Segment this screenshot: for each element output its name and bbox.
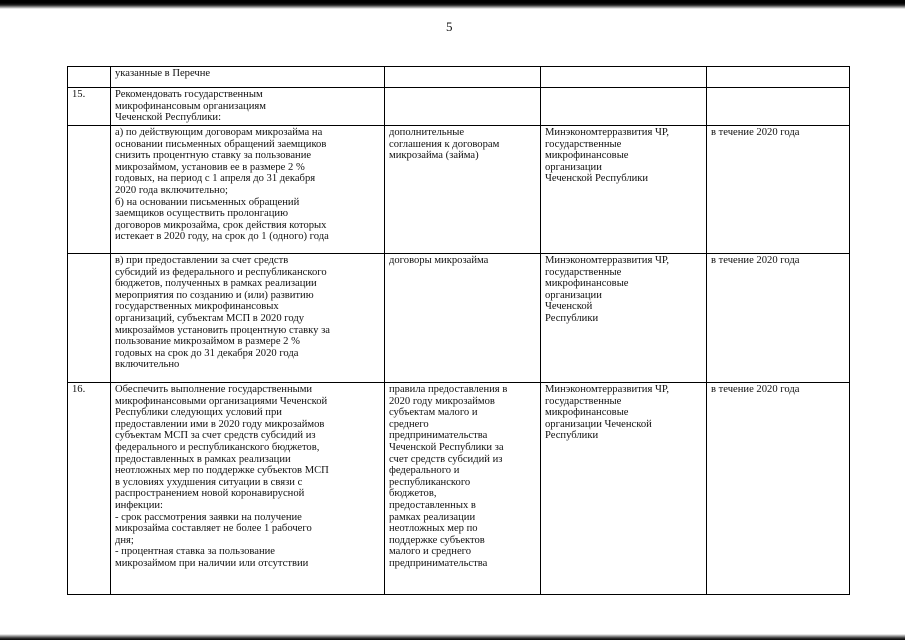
- measure-cell: [111, 126, 385, 254]
- measure-cell: [111, 254, 385, 383]
- measure-cell: [111, 67, 385, 88]
- row-number-cell: 15.: [68, 88, 111, 126]
- table-row: [68, 88, 850, 126]
- scan-top-edge: [0, 0, 905, 9]
- executor-text: Минэкономтерразвития ЧР, государственные микрофинансовые организации Чеченской Республики: [545, 384, 670, 442]
- table-row: [68, 383, 850, 595]
- document-cell: [385, 383, 541, 595]
- scan-bottom-edge: [0, 634, 905, 640]
- term-cell: [707, 254, 850, 383]
- executor-cell: [541, 88, 707, 126]
- executor-text: Минэкономтерразвития ЧР, государственные микрофинансовые организации Чеченской Республики: [545, 255, 670, 324]
- row-number-cell: [68, 67, 111, 88]
- row-number-cell: 16.: [68, 383, 111, 595]
- measure-cell: [111, 88, 385, 126]
- executor-cell: [541, 67, 707, 88]
- executor-cell: [541, 126, 707, 254]
- measure-text: в) при предоставлении за счет средств субсидий из федерального и республиканского бюджетов, полученных в рамках реализации мероприятия по созданию и (или) развитию государственных микрофинансовых организаций, субъектам МСП в 2020 году микрозаймов установить процентную ставку за пользование микрозаймом в размере 2 % годовых на срок до 31 декабря 2020 года включительно: [115, 255, 330, 371]
- row-number-cell: [68, 254, 111, 383]
- measure-text: а) по действующим договорам микрозайма на основании письменных обращений заемщиков снизить процентную ставку за пользование микрозаймом, установив ее в размере 2 % годовых, на период с 1 апреля до 31 декабря 2020 года включительно; б) на основании письменных обращений заемщиков осуществить пролонгацию договоров микрозайма, срок действия которых истекает в 2020 году, на срок до 1 (одного) года: [115, 127, 329, 243]
- measures-table: [67, 66, 850, 595]
- term-cell: [707, 88, 850, 126]
- measure-text: указанные в Перечне: [115, 68, 211, 79]
- document-cell: [385, 88, 541, 126]
- term-cell: [707, 126, 850, 254]
- term-text: в течение 2020 года: [711, 127, 800, 138]
- document-text: правила предоставления в 2020 году микрозаймов субъектам малого и среднего предпринимательства Чеченской Республики за счет средств субсидий из федерального и республиканского бюджетов, предоставленных в рамках реализации неотложных мер по поддержке субъектов малого и среднего предпринимательства: [389, 384, 508, 569]
- row-number-cell: [68, 126, 111, 254]
- document-cell: [385, 254, 541, 383]
- table-row: [68, 254, 850, 383]
- page-number: 5: [446, 19, 453, 34]
- measure-cell: [111, 383, 385, 595]
- term-text: в течение 2020 года: [711, 255, 800, 266]
- executor-cell: [541, 254, 707, 383]
- term-cell: [707, 383, 850, 595]
- table-row: [68, 67, 850, 88]
- measure-text: Рекомендовать государственным микрофинансовым организациям Чеченской Республики:: [115, 89, 266, 124]
- document-cell: [385, 126, 541, 254]
- table-row: [68, 126, 850, 254]
- measure-text: Обеспечить выполнение государственными микрофинансовыми организациями Чеченской Республики следующих условий при предоставлении ими в 2020 году микрозаймов субъектам МСП за счет средств субсидий из федерального и республиканского бюджетов, предоставленных в рамках реализации неотложных мер по поддержке субъектов МСП в условиях ухудшения ситуации в связи с распространением новой коронавирусной инфекции: - срок рассмотрения заявки на получение микрозайма составляет не более 1 рабочего дня; - процентная ставка за пользование микрозаймом при наличии или отсутствии: [115, 384, 329, 569]
- term-text: в течение 2020 года: [711, 384, 800, 395]
- document-text: дополнительные соглашения к договорам микрозайма (займа): [389, 127, 500, 162]
- document-text: договоры микрозайма: [389, 255, 489, 266]
- executor-text: Минэкономтерразвития ЧР, государственные микрофинансовые организации Чеченской Республики: [545, 127, 670, 185]
- executor-cell: [541, 383, 707, 595]
- term-cell: [707, 67, 850, 88]
- document-cell: [385, 67, 541, 88]
